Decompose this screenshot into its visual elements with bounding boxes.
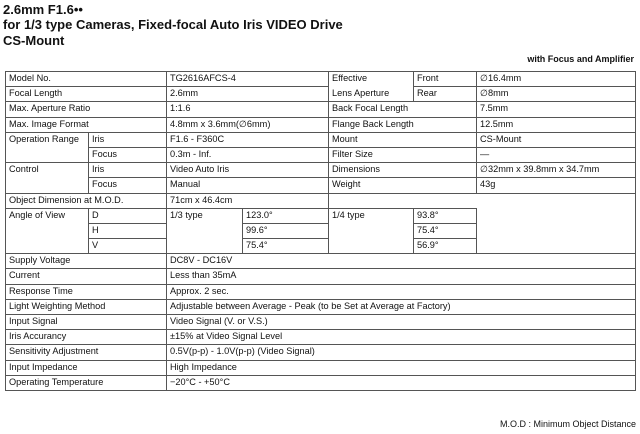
focal-value: 2.6mm <box>167 87 329 102</box>
mount-label: Mount <box>329 132 477 147</box>
sensitivity-value: 0.5V(p-p) - 1.0V(p-p) (Video Signal) <box>167 345 636 360</box>
table-row <box>6 284 636 299</box>
operation-range-label: Operation Range <box>6 132 89 162</box>
response-time-label: Response Time <box>6 284 167 299</box>
flange-back-label: Flange Back Length <box>329 117 477 132</box>
iris-accuracy-label: Iris Accurancy <box>6 330 167 345</box>
object-dimension-label: Object Dimension at M.O.D. <box>6 193 167 208</box>
table-row <box>6 330 636 345</box>
blank-cell <box>329 239 414 254</box>
filter-size-value: — <box>477 147 636 162</box>
control-label: Control <box>6 163 89 193</box>
table-row <box>6 375 636 390</box>
model-value: TG2616AFCS-4 <box>167 72 329 87</box>
table-row <box>6 345 636 360</box>
rear-value: ∅8mm <box>477 87 636 102</box>
aov-type13-label: 1/3 type <box>167 208 243 223</box>
current-label: Current <box>6 269 167 284</box>
blank-cell <box>329 223 414 238</box>
table-row <box>6 269 636 284</box>
operation-iris-value: F1.6 - F360C <box>167 132 329 147</box>
input-impedance-label: Input Impedance <box>6 360 167 375</box>
front-label: Front <box>414 72 477 87</box>
blank-cell <box>477 223 636 238</box>
control-iris-label: Iris <box>89 163 167 178</box>
spec-table <box>5 71 636 391</box>
operating-temperature-value: −20°C - +50°C <box>167 375 636 390</box>
aov-d13-value: 123.0° <box>243 208 329 223</box>
aov-h13-value: 99.6° <box>243 223 329 238</box>
current-value: Less than 35mA <box>167 269 636 284</box>
operating-temperature-label: Operating Temperature <box>6 375 167 390</box>
table-row <box>6 193 636 208</box>
control-focus-label: Focus <box>89 178 167 193</box>
table-row <box>6 163 636 178</box>
light-weighting-value: Adjustable between Average - Peak (to be Set at Average at Factory) <box>167 299 636 314</box>
table-row <box>6 299 636 314</box>
table-row <box>6 117 636 132</box>
image-format-value: 4.8mm x 3.6mm(∅6mm) <box>167 117 329 132</box>
table-row <box>6 239 636 254</box>
input-impedance-value: High Impedance <box>167 360 636 375</box>
blank-cell <box>477 239 636 254</box>
blank-cell <box>329 193 636 208</box>
input-signal-label: Input Signal <box>6 315 167 330</box>
operation-iris-label: Iris <box>89 132 167 147</box>
table-row <box>6 147 636 162</box>
input-signal-value: Video Signal (V. or V.S.) <box>167 315 636 330</box>
lens-aperture-label: Lens Aperture <box>329 87 414 102</box>
table-row <box>6 315 636 330</box>
operation-focus-value: 0.3m - Inf. <box>167 147 329 162</box>
supply-voltage-label: Supply Voltage <box>6 254 167 269</box>
aov-v-label: V <box>89 239 167 254</box>
object-dimension-value: 71cm x 46.4cm <box>167 193 329 208</box>
control-iris-value: Video Auto Iris <box>167 163 329 178</box>
flange-back-value: 12.5mm <box>477 117 636 132</box>
aov-h-label: H <box>89 223 167 238</box>
table-row <box>6 178 636 193</box>
effective-label: Effective <box>329 72 414 87</box>
angle-of-view-label: Angle of View <box>6 208 89 254</box>
control-focus-value: Manual <box>167 178 329 193</box>
table-row <box>6 208 636 223</box>
footnote: M.O.D : Minimum Object Distance <box>499 419 636 429</box>
aov-type14-label: 1/4 type <box>329 208 414 223</box>
supply-voltage-value: DC8V - DC16V <box>167 254 636 269</box>
front-value: ∅16.4mm <box>477 72 636 87</box>
aov-h14-value: 75.4° <box>414 223 477 238</box>
blank-cell <box>167 239 243 254</box>
iris-accuracy-value: ±15% at Video Signal Level <box>167 330 636 345</box>
back-focal-label: Back Focal Length <box>329 102 477 117</box>
aov-v14-value: 56.9° <box>414 239 477 254</box>
model-label: Model No. <box>6 72 167 87</box>
lens-type-heading: for 1/3 type Cameras, Fixed-focal Auto Iris VIDEO Drive <box>3 17 343 32</box>
table-row <box>6 360 636 375</box>
blank-cell <box>477 208 636 223</box>
feature-note: with Focus and Amplifier <box>527 54 634 64</box>
response-time-value: Approx. 2 sec. <box>167 284 636 299</box>
operation-focus-label: Focus <box>89 147 167 162</box>
aperture-value: 1:1.6 <box>167 102 329 117</box>
filter-size-label: Filter Size <box>329 147 477 162</box>
blank-cell <box>167 223 243 238</box>
weight-label: Weight <box>329 178 477 193</box>
aov-d14-value: 93.8° <box>414 208 477 223</box>
focal-label: Focal Length <box>6 87 167 102</box>
dimensions-label: Dimensions <box>329 163 477 178</box>
weight-value: 43g <box>477 178 636 193</box>
mount-value: CS-Mount <box>477 132 636 147</box>
dimensions-value: ∅32mm x 39.8mm x 34.7mm <box>477 163 636 178</box>
mount-heading: CS-Mount <box>3 33 65 48</box>
back-focal-value: 7.5mm <box>477 102 636 117</box>
table-row <box>6 223 636 238</box>
rear-label: Rear <box>414 87 477 102</box>
aov-d-label: D <box>89 208 167 223</box>
table-row <box>6 132 636 147</box>
table-row <box>6 102 636 117</box>
aperture-label: Max. Aperture Ratio <box>6 102 167 117</box>
aov-v13-value: 75.4° <box>243 239 329 254</box>
sensitivity-label: Sensitivity Adjustment <box>6 345 167 360</box>
table-row <box>6 87 636 102</box>
table-row <box>6 254 636 269</box>
table-row <box>6 72 636 87</box>
image-format-label: Max. Image Format <box>6 117 167 132</box>
lens-focal-aperture-heading: 2.6mm F1.6•• <box>3 2 83 17</box>
light-weighting-label: Light Weighting Method <box>6 299 167 314</box>
